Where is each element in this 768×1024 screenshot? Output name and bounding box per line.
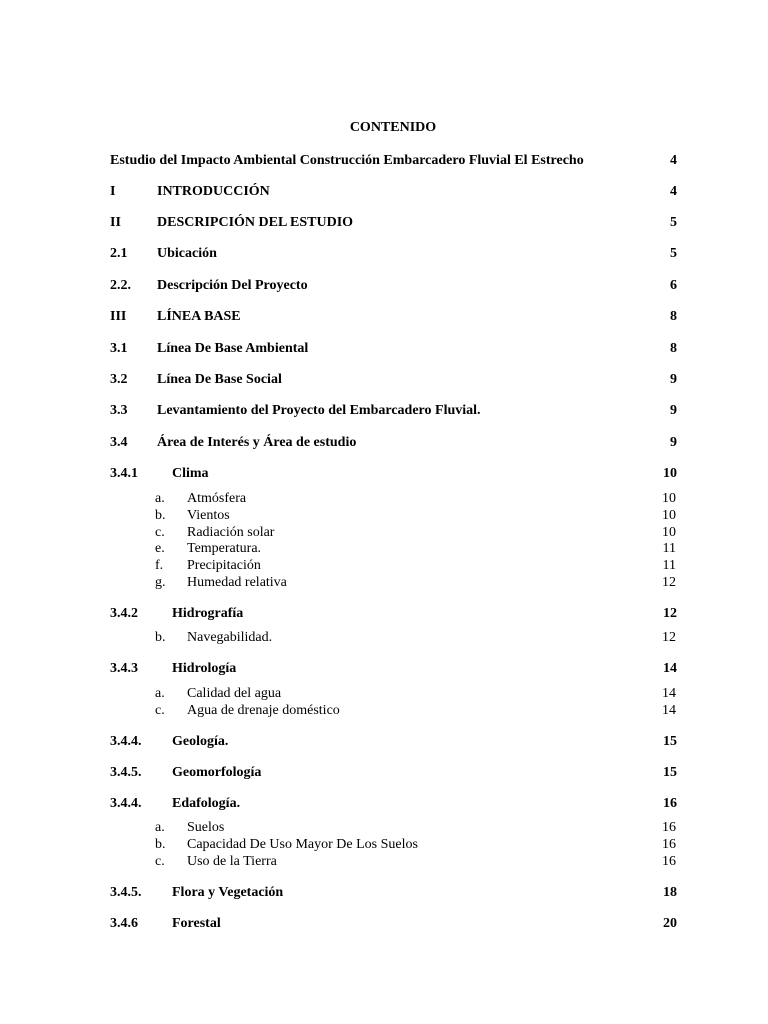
toc-entry-number: 3.4 — [110, 435, 128, 450]
toc-entry-page: 9 — [670, 435, 677, 450]
toc-entry[interactable] — [110, 402, 677, 420]
toc-entry-number: 3.4.2 — [110, 606, 138, 621]
toc-entry-title: Levantamiento del Proyecto del Embarcadero Fluvial. — [157, 403, 481, 418]
toc-entry-title: Geomorfología — [172, 765, 262, 780]
toc-entry-title: LÍNEA BASE — [157, 309, 241, 324]
toc-entry-number: 3.2 — [110, 372, 128, 387]
toc-entry-page: 5 — [670, 246, 677, 261]
toc-entry-page: 9 — [670, 403, 677, 418]
toc-subentry[interactable] — [155, 507, 676, 524]
toc-subentry-label: Radiación solar — [187, 525, 275, 540]
toc-entry-title: Flora y Vegetación — [172, 885, 284, 900]
toc-entry-number: 3.4.4. — [110, 734, 142, 749]
toc-subentry[interactable] — [155, 836, 676, 853]
toc-subentry-page: 16 — [662, 820, 676, 835]
toc-subentry-letter: c. — [155, 525, 165, 540]
toc-entry-page: 4 — [670, 153, 677, 168]
toc-entry-title: Línea De Base Ambiental — [157, 341, 309, 356]
toc-subentry[interactable] — [155, 574, 676, 591]
toc-subentry[interactable] — [155, 819, 676, 836]
toc-entry[interactable] — [110, 434, 677, 452]
toc-entry-page: 14 — [663, 661, 677, 676]
toc-entry-title: INTRODUCCIÓN — [157, 184, 270, 199]
toc-entry-title: Estudio del Impacto Ambiental Construcción Embarcadero Fluvial El Estrecho — [110, 153, 584, 168]
toc-entry-number: 3.4.6 — [110, 916, 138, 931]
toc-entry[interactable] — [110, 277, 677, 295]
toc-entry-number: 3.4.5. — [110, 885, 142, 900]
toc-entry-page: 5 — [670, 215, 677, 230]
toc-entry-title: Forestal — [172, 916, 221, 931]
toc-entry-title: Ubicación — [157, 246, 217, 261]
toc-entry[interactable] — [110, 214, 677, 232]
toc-subentry[interactable] — [155, 524, 676, 541]
toc-subentry-letter: g. — [155, 575, 166, 590]
toc-entry-title: Clima — [172, 466, 209, 481]
toc-entry-number: 3.4.1 — [110, 466, 138, 481]
toc-entry-title: Línea De Base Social — [157, 372, 282, 387]
toc-subentry-letter: e. — [155, 541, 165, 556]
toc-subentry-page: 16 — [662, 837, 676, 852]
toc-subentry-label: Agua de drenaje doméstico — [187, 703, 340, 718]
toc-entry-page: 15 — [663, 734, 677, 749]
toc-entry-title: Edafología. — [172, 796, 241, 811]
toc-subentry-page: 14 — [662, 703, 676, 718]
toc-entry-document-title[interactable] — [110, 152, 677, 170]
toc-subentry-page: 12 — [662, 630, 676, 645]
toc-subentry-letter: c. — [155, 703, 165, 718]
toc-subentry[interactable] — [155, 702, 676, 719]
toc-subentry[interactable] — [155, 853, 676, 870]
toc-subentry-page: 10 — [662, 508, 676, 523]
toc-entry[interactable] — [110, 660, 677, 678]
toc-subentry-label: Calidad del agua — [187, 686, 282, 701]
toc-entry-number: I — [110, 184, 116, 199]
toc-entry-title: Hidrografía — [172, 606, 244, 621]
toc-entry-page: 20 — [663, 916, 677, 931]
toc-entry-title: Hidrología — [172, 661, 237, 676]
toc-entry-number: 2.2. — [110, 278, 131, 293]
toc-subentry-page: 14 — [662, 686, 676, 701]
toc-entry[interactable] — [110, 245, 677, 263]
toc-entry[interactable] — [110, 371, 677, 389]
toc-entry[interactable] — [110, 183, 677, 201]
toc-subentry-page: 11 — [662, 541, 676, 556]
toc-subentry-label: Humedad relativa — [187, 575, 287, 590]
toc-subentry-letter: a. — [155, 491, 165, 506]
toc-subentry[interactable] — [155, 557, 676, 574]
toc-entry[interactable] — [110, 605, 677, 623]
toc-entry-page: 16 — [663, 796, 677, 811]
toc-entry-page: 18 — [663, 885, 677, 900]
toc-subentry-page: 10 — [662, 525, 676, 540]
toc-entry[interactable] — [110, 915, 677, 933]
toc-entry-number: 3.4.4. — [110, 796, 142, 811]
toc-heading: CONTENIDO — [349, 120, 437, 135]
toc-entry-page: 8 — [670, 309, 677, 324]
toc-subentry-page: 11 — [662, 558, 676, 573]
toc-subentry-label: Navegabilidad. — [187, 630, 273, 645]
toc-subentry-label: Suelos — [187, 820, 225, 835]
toc-subentry-letter: c. — [155, 854, 165, 869]
toc-entry[interactable] — [110, 465, 677, 483]
toc-subentry-letter: a. — [155, 686, 165, 701]
toc-entry[interactable] — [110, 764, 677, 782]
toc-entry-number: 3.1 — [110, 341, 128, 356]
toc-subentry-page: 10 — [662, 491, 676, 506]
toc-entry[interactable] — [110, 884, 677, 902]
toc-subentry[interactable] — [155, 540, 676, 557]
toc-subentry-label: Uso de la Tierra — [187, 854, 277, 869]
toc-entry-number: II — [110, 215, 121, 230]
toc-subentry-page: 16 — [662, 854, 676, 869]
toc-subentry-page: 12 — [662, 575, 676, 590]
toc-subentry-label: Atmósfera — [187, 491, 247, 506]
toc-entry-title: Geología. — [172, 734, 229, 749]
toc-subentry-letter: b. — [155, 837, 166, 852]
toc-entry-title: Descripción Del Proyecto — [157, 278, 308, 293]
toc-entry-number: 3.4.5. — [110, 765, 142, 780]
toc-subentry-letter: b. — [155, 508, 166, 523]
toc-subentry[interactable] — [155, 490, 676, 507]
toc-entry-number: III — [110, 309, 127, 324]
toc-subentry-label: Precipitación — [187, 558, 261, 573]
toc-entry-page: 10 — [663, 466, 677, 481]
toc-subentry-letter: f. — [155, 558, 164, 573]
toc-subentry-label: Temperatura. — [187, 541, 262, 556]
toc-entry[interactable] — [110, 795, 677, 813]
toc-entry-page: 12 — [663, 606, 677, 621]
toc-entry[interactable] — [110, 733, 677, 751]
toc-entry-number: 3.4.3 — [110, 661, 138, 676]
toc-entry-page: 6 — [670, 278, 677, 293]
toc-subentry-letter: b. — [155, 630, 166, 645]
toc-entry-page: 4 — [670, 184, 677, 199]
toc-subentry-label: Capacidad De Uso Mayor De Los Suelos — [187, 837, 418, 852]
toc-subentry[interactable] — [155, 629, 676, 646]
toc-subentry[interactable] — [155, 685, 676, 702]
toc-subentry-letter: a. — [155, 820, 165, 835]
toc-entry-title: DESCRIPCIÓN DEL ESTUDIO — [157, 215, 354, 230]
toc-entry[interactable] — [110, 308, 677, 326]
toc-subentry-label: Vientos — [187, 508, 230, 523]
toc-entry-page: 8 — [670, 341, 677, 356]
toc-entry-title: Área de Interés y Área de estudio — [157, 435, 357, 450]
toc-entry-number: 2.1 — [110, 246, 128, 261]
toc-entry[interactable] — [110, 340, 677, 358]
toc-entry-page: 9 — [670, 372, 677, 387]
toc-entry-page: 15 — [663, 765, 677, 780]
toc-entry-number: 3.3 — [110, 403, 128, 418]
